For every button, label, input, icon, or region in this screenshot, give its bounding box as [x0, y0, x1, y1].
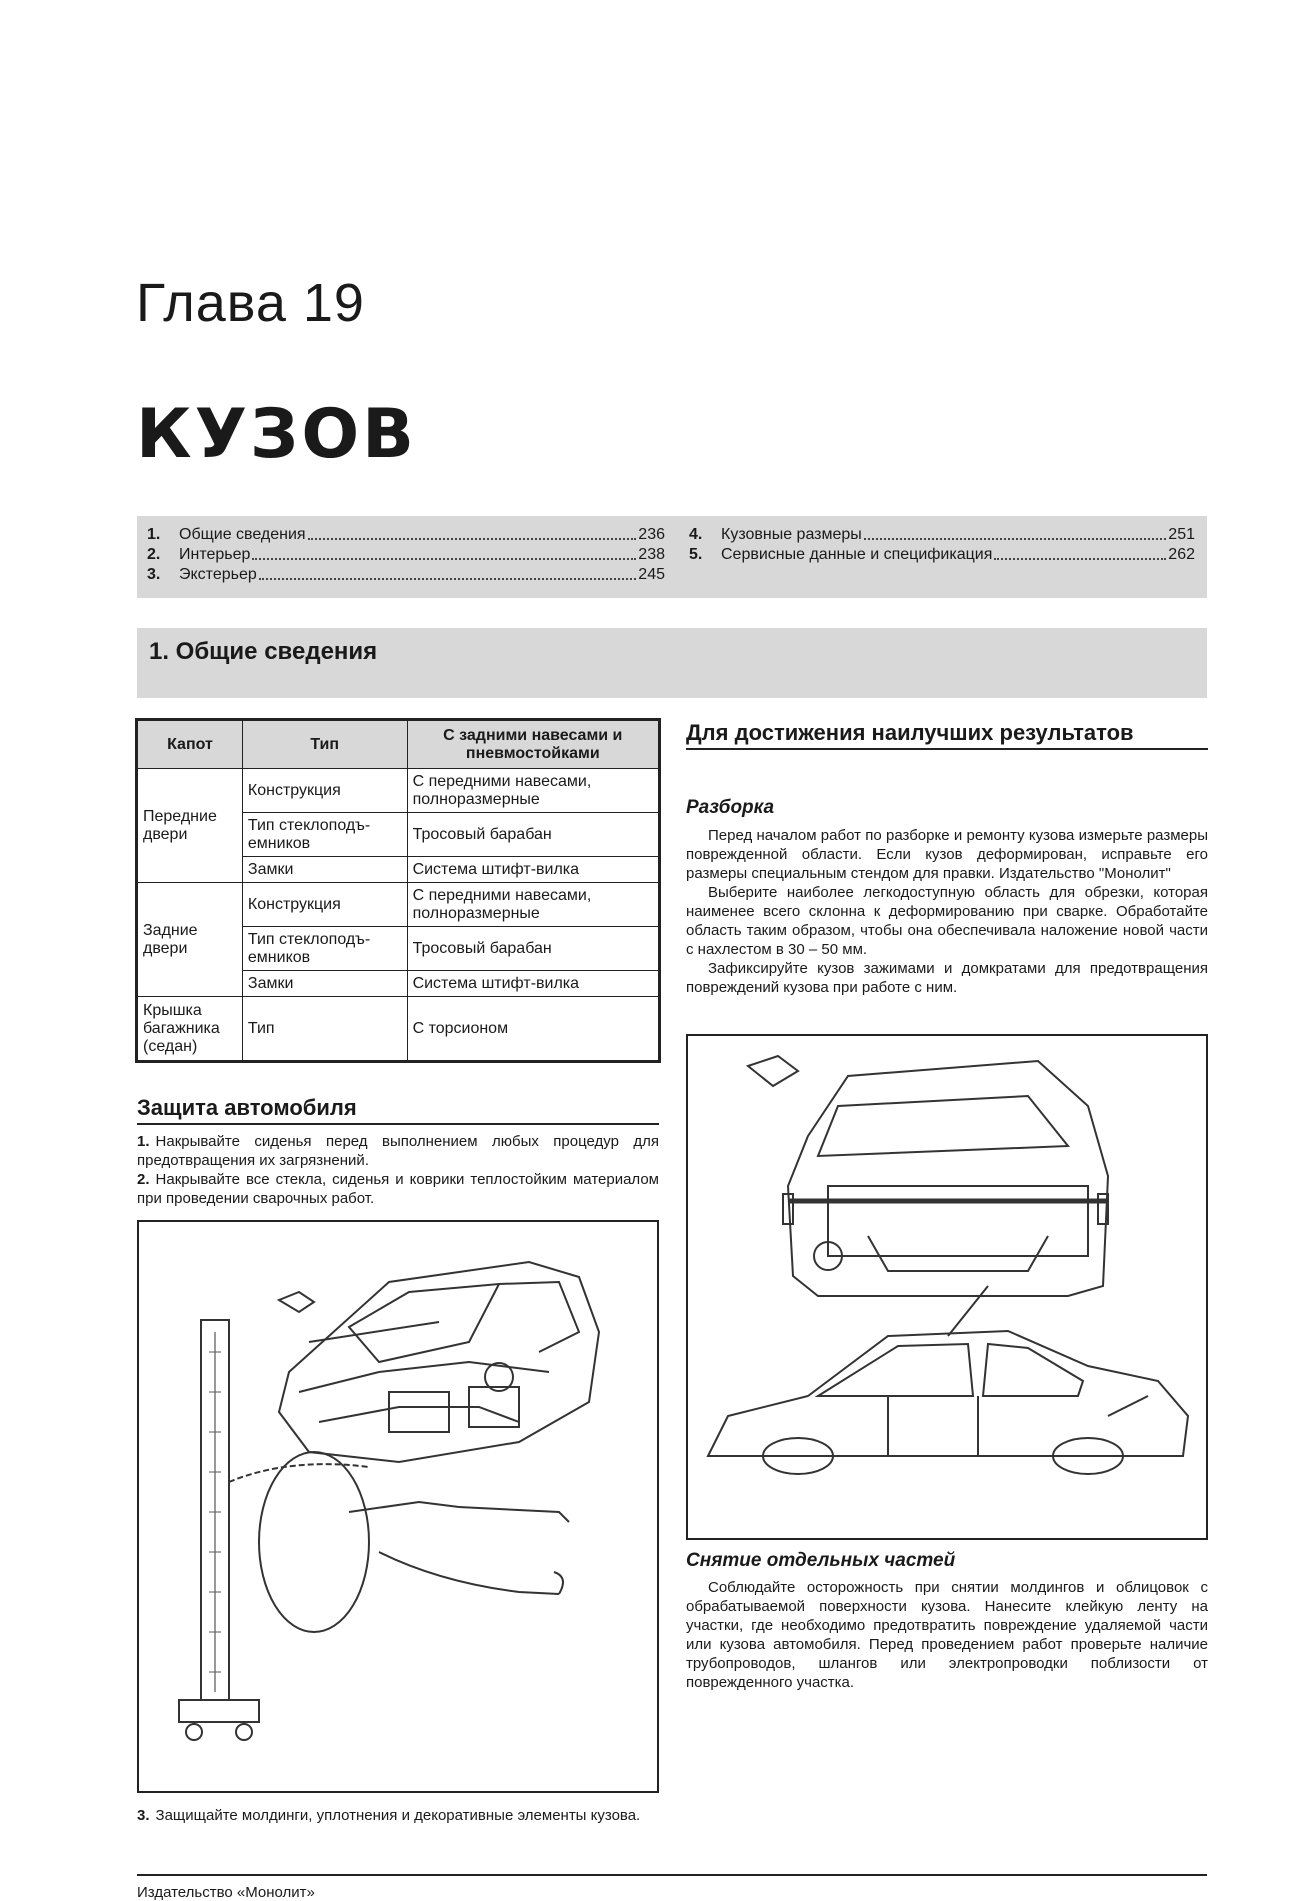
toc-number: 2.: [147, 546, 161, 563]
best-results-heading: Для достижения наилучших результатов: [686, 720, 1208, 750]
toc-label: Общие сведения: [179, 526, 306, 543]
toc-entry[interactable]: [689, 525, 1195, 545]
toc-entry[interactable]: [689, 545, 1195, 565]
body-clamping-illustration: [686, 1034, 1208, 1540]
car-body-on-frame-machine-drawing: [139, 1222, 657, 1791]
table-cell: С торсионом: [407, 997, 658, 1061]
section-heading: 1. Общие сведения: [137, 628, 1207, 698]
paragraph: Зафиксируйте кузов зажимами и домкратами для предотвращения повреждений кузова при работе с ним.: [686, 960, 1208, 996]
toc-entry[interactable]: [147, 565, 665, 585]
toc-page: 236: [638, 526, 665, 543]
toc-leader: [308, 525, 637, 540]
list-text: Накрывайте все стекла, сиденья и коврики теплостойким материалом при проведении сварочных работ.: [137, 1171, 659, 1207]
table-cell: С передними навесами, полноразмерные: [407, 769, 658, 813]
toc-page: 251: [1168, 526, 1195, 543]
toc-page: 262: [1168, 546, 1195, 563]
paragraph: Перед началом работ по разборке и ремонту кузова измерьте размеры поврежденной области. Если кузов деформирован, исправьте его размеры специальным стендом для правки. Издательство "Монолит": [686, 827, 1208, 882]
list-number: 1.: [137, 1133, 150, 1150]
spec-table: [137, 720, 659, 1061]
toc-entry[interactable]: [147, 525, 665, 545]
protection-heading: Защита автомобиля: [137, 1095, 659, 1125]
disassembly-text: [686, 826, 1208, 997]
parts-removal-subheading: Снятие отдельных частей: [686, 1550, 956, 1571]
toc-label: Интерьер: [179, 546, 251, 563]
table-cell: Тросовый барабан: [407, 813, 658, 857]
parts-removal-text: [686, 1578, 1208, 1692]
paragraph: Соблюдайте осторожность при снятии молдингов и облицовок с обрабатываемой поверхности кузова. Нанесите клейкую ленту на участки, где необходимо предотвратить повреждение удаляемой части или кузова автомобиля. Перед проведением работ проверьте наличие трубопроводов, шлангов или электропроводки поблизости от поврежденного участка.: [686, 1579, 1208, 1691]
list-item: [137, 1170, 659, 1208]
table-cell: Замки: [242, 857, 407, 883]
table-group-cell: Задние двери: [138, 883, 243, 997]
table-header-cell: Капот: [138, 721, 243, 769]
toc-left-column: [147, 525, 665, 585]
table-cell: Система штифт-вилка: [407, 971, 658, 997]
chapter-title: КУЗОВ: [136, 395, 417, 474]
table-cell: Тип стеклоподъ-емников: [242, 927, 407, 971]
table-row: [138, 997, 659, 1061]
table-cell: Тросовый барабан: [407, 927, 658, 971]
toc-label: Сервисные данные и спецификация: [721, 546, 993, 563]
table-header-row: [138, 721, 659, 769]
toc-number: 3.: [147, 566, 161, 583]
table-cell: Система штифт-вилка: [407, 857, 658, 883]
list-number: 2.: [137, 1171, 150, 1188]
protection-list-continued: [137, 1806, 659, 1825]
table-of-contents: [137, 516, 1207, 598]
paragraph: Выберите наиболее легкодоступную область для обрезки, которая наименее всего склонна к деформированию при сварке. Обработайте область таким образом, чтобы она обеспечивала наложение новой части с нахлестом в 30 – 50 мм.: [686, 884, 1208, 958]
toc-entry[interactable]: [147, 545, 665, 565]
toc-label: Экстерьер: [179, 566, 257, 583]
footer-publisher: Издательство «Монолит»: [137, 1884, 315, 1901]
table-row: [138, 883, 659, 927]
chapter-label: Глава 19: [136, 273, 365, 333]
table-cell: Замки: [242, 971, 407, 997]
table-group-cell: Крышка багажника (седан): [138, 997, 243, 1061]
toc-page: 245: [638, 566, 665, 583]
table-row: [138, 769, 659, 813]
toc-leader: [259, 565, 637, 580]
table-cell: Конструкция: [242, 883, 407, 927]
table-header-cell: Тип: [242, 721, 407, 769]
car-body-clamped-drawing: [688, 1036, 1206, 1538]
disassembly-subheading: Разборка: [686, 797, 775, 818]
list-text: Защищайте молдинги, уплотнения и декоративные элементы кузова.: [155, 1807, 641, 1824]
table-cell: С передними навесами, полноразмерные: [407, 883, 658, 927]
toc-leader: [864, 525, 1166, 540]
list-text: Накрывайте сиденья перед выполнением любых процедур для предотвращения их загрязнений.: [137, 1133, 659, 1169]
table-cell: Тип стеклоподъ-емников: [242, 813, 407, 857]
toc-number: 4.: [689, 526, 703, 543]
toc-label: Кузовные размеры: [721, 526, 862, 543]
list-number: 3.: [137, 1807, 150, 1824]
footer-divider: [137, 1874, 1207, 1876]
table-cell: Тип: [242, 997, 407, 1061]
toc-number: 5.: [689, 546, 703, 563]
toc-leader: [252, 545, 636, 560]
toc-right-column: [689, 525, 1195, 565]
toc-leader: [994, 545, 1166, 560]
body-frame-straightening-illustration: [137, 1220, 659, 1793]
list-item: [137, 1806, 659, 1825]
toc-page: 238: [638, 546, 665, 563]
table-group-cell: Передние двери: [138, 769, 243, 883]
list-item: [137, 1132, 659, 1170]
table-header-cell: С задними навесами и пневмостойками: [407, 721, 658, 769]
toc-number: 1.: [147, 526, 161, 543]
table-cell: Конструкция: [242, 769, 407, 813]
protection-list: [137, 1132, 659, 1208]
